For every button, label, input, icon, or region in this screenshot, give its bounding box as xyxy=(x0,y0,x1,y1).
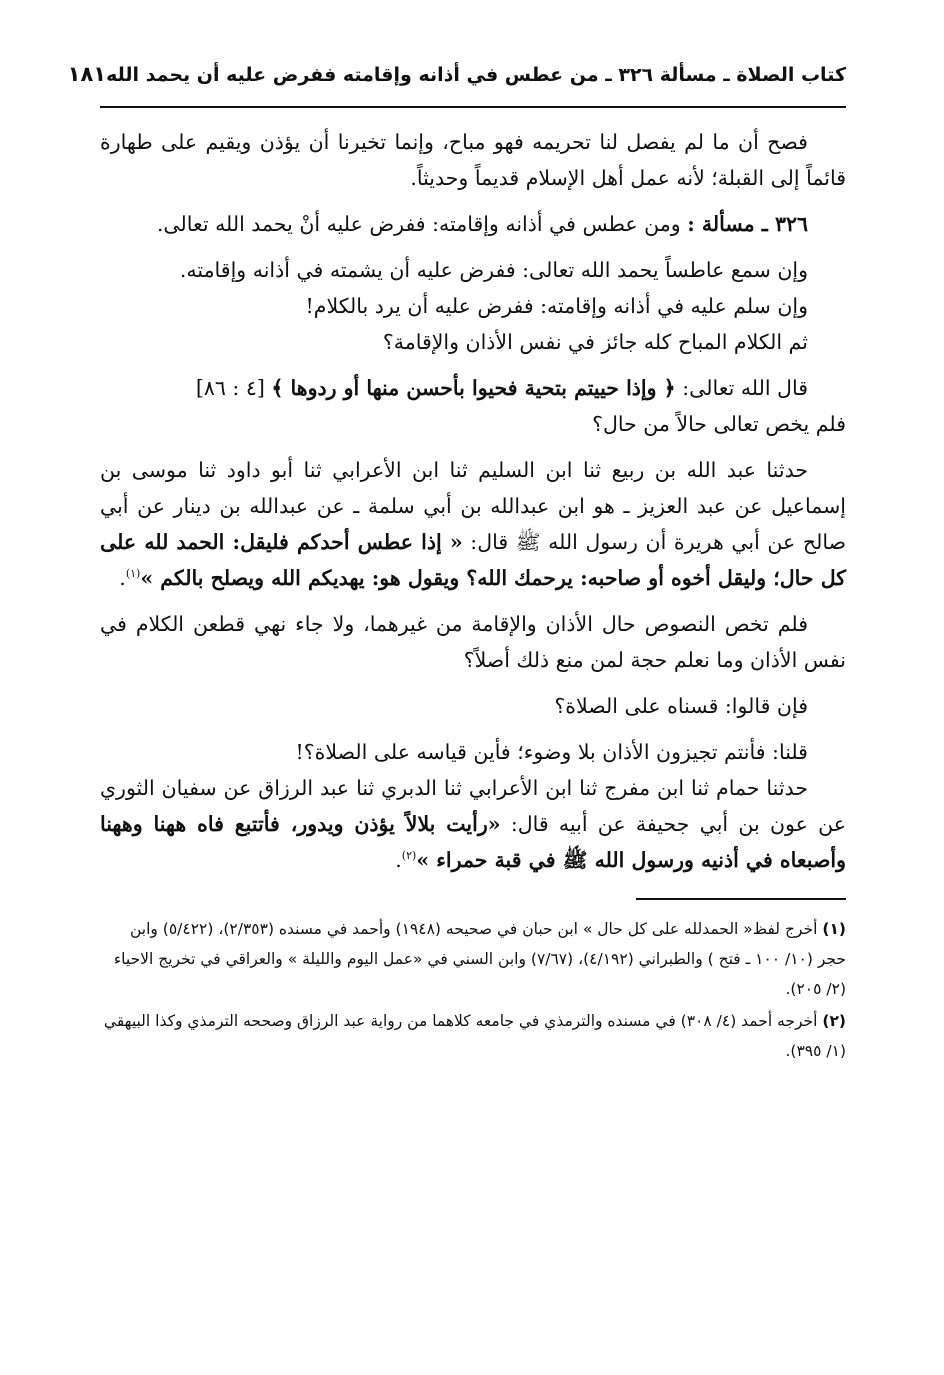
paragraph-objection-text: فإن قالوا: قسناه على الصلاة؟ xyxy=(554,694,808,718)
running-title: كتاب الصلاة ـ مسألة ٣٢٦ ـ من عطس في أذانه وإقامته ففرض عليه أن يحمد الله xyxy=(106,64,846,86)
hadith-sneezing-isnad: حدثنا عبد الله بن ربيع ثنا ابن السليم ثنا ابن الأعرابي ثنا أبو داود ثنا موسى بن إسماعيل عن عبد العزيز ـ هو ابن عبدالله بن أبي سلمة ـ عن عبدالله بن دينار عن أبي صالح عن أبي هريرة أن رسول الله ﷺ قال: xyxy=(100,458,846,554)
paragraph-reply-text: قلنا: فأنتم تجيزون الأذان بلا وضوء؛ فأين قياسه على الصلاة؟! xyxy=(295,740,808,764)
footnotes xyxy=(100,914,846,1066)
hadith-bilal-matn: «رأيت بلالاً يؤذن ويدور، فأتتبع فاه ههنا وههنا وأصبعاه في أذنيه ورسول الله ﷺ في قبة حمراء » xyxy=(100,812,846,872)
quran-reference: [٤ : ٨٦] xyxy=(195,376,265,400)
quran-intro: قال الله تعالى: xyxy=(682,376,808,400)
footnote-divider xyxy=(636,898,846,900)
hadith-bilal: حدثنا حمام ثنا ابن مفرج ثنا ابن الأعرابي ثنا الدبري ثنا عبد الرزاق عن سفيان الثوري عن عون بن أبي جحيفة عن أبيه قال: «رأيت بلالاً يؤذن ويدور، فأتتبع فاه ههنا وههنا وأصبعاه في أذنيه ورسول الله ﷺ في قبة حمراء »$^{(٢)}$. xyxy=(100,776,846,872)
hadith-sneezing: حدثنا عبد الله بن ربيع ثنا ابن السليم ثنا ابن الأعرابي ثنا أبو داود ثنا موسى بن إسماعيل عن عبد العزيز ـ هو ابن عبدالله بن أبي سلمة ـ عن عبدالله بن دينار عن أبي صالح عن أبي هريرة أن رسول الله ﷺ قال: « إذا عطس أحدكم فليقل: الحمد لله على كل حال؛ وليقل أخوه أو صاحبه: يرحمك الله؟ ويقول هو: يهديكم الله ويصلح بالكم »$^{(١)}$. xyxy=(100,458,846,590)
paragraph-nusus xyxy=(100,606,846,678)
hadith-bilal-isnad: حدثنا حمام ثنا ابن مفرج ثنا ابن الأعرابي ثنا الدبري ثنا عبد الرزاق عن سفيان الثوري عن عون بن أبي جحيفة عن أبيه قال: xyxy=(100,776,846,836)
paragraph-intro xyxy=(100,124,846,196)
paragraph-nusus-text: فلم تخص النصوص حال الأذان والإقامة من غيرهما، ولا جاء نهي قطعن الكلام في نفس الأذان وما نعلم حجة لمن منع ذلك أصلاً؟ xyxy=(100,612,846,672)
book-page xyxy=(67,62,846,1335)
masala-text: ومن عطس في أذانه وإقامته: ففرض عليه أنْ يحمد الله تعالى. xyxy=(156,212,681,236)
page-number: ١٨١ xyxy=(67,62,107,86)
footnote-marker-2[interactable]: (٢) xyxy=(401,849,417,863)
main-text xyxy=(100,124,846,878)
condition-line-greeting-text: وإن سلم عليه في أذانه وإقامته: ففرض عليه أن يرد بالكلام! xyxy=(305,294,808,318)
quran-after: فلم يخص تعالى حالاً من حال؟ xyxy=(592,412,846,436)
condition-line-sneezer xyxy=(100,252,846,288)
running-header xyxy=(67,62,846,108)
masala-number: ٣٢٦ ـ مسألة : xyxy=(687,212,808,236)
footnote-2 xyxy=(100,1006,846,1066)
paragraph-reply xyxy=(100,734,846,770)
footnote-marker-1[interactable]: (١) xyxy=(125,567,141,581)
footnote-1-text: أخرج لفظ« الحمدلله على كل حال » ابن حبان في صحيحه (١٩٤٨) وأحمد في مسنده (٢/٣٥٣)، (٥/٤٢٢) وابن حجر (١٠/ ١٠٠ ـ فتح ) والطبراني (٤/١٩٢)، (٧/٦٧) وابن السني في «عمل اليوم والليلة » والعراقي في تخريج الاحياء (٢/ ٢٠٥). xyxy=(113,920,846,998)
quran-verse: ﴿ وإذا حييتم بتحية فحيوا بأحسن منها أو ردوها ﴾ xyxy=(271,376,676,400)
footnote-1 xyxy=(100,914,846,1004)
footnote-1-number: (١) xyxy=(822,920,846,938)
footnote-2-number: (٢) xyxy=(822,1012,846,1030)
hadith-sneezing-matn: « إذا عطس أحدكم فليقل: الحمد لله على كل حال؛ وليقل أخوه أو صاحبه: يرحمك الله؟ ويقول هو: يهديكم الله ويصلح بالكم » xyxy=(100,530,846,590)
quran-citation xyxy=(100,370,846,442)
masala-heading xyxy=(100,206,846,242)
paragraph-intro-text: فصح أن ما لم يفصل لنا تحريمه فهو مباح، وإنما تخيرنا أن يؤذن ويقيم على طهارة قائماً إلى القبلة؛ لأنه عمل أهل الإسلام قديماً وحديثاً. xyxy=(100,130,846,190)
condition-line-speech-text: ثم الكلام المباح كله جائز في نفس الأذان والإقامة؟ xyxy=(382,330,808,354)
condition-line-greeting xyxy=(100,288,846,324)
condition-line-speech xyxy=(100,324,846,360)
condition-line-sneezer-text: وإن سمع عاطساً يحمد الله تعالى: ففرض عليه أن يشمته في أذانه وإقامته. xyxy=(179,258,808,282)
paragraph-objection xyxy=(100,688,846,724)
conditions-block xyxy=(100,252,846,360)
footnote-2-text: أخرجه أحمد (٤/ ٣٠٨) في مسنده والترمذي في جامعه كلاهما من رواية عبد الرزاق وصححه الترمذي وكذا البيهقي (١/ ٣٩٥). xyxy=(103,1012,846,1060)
